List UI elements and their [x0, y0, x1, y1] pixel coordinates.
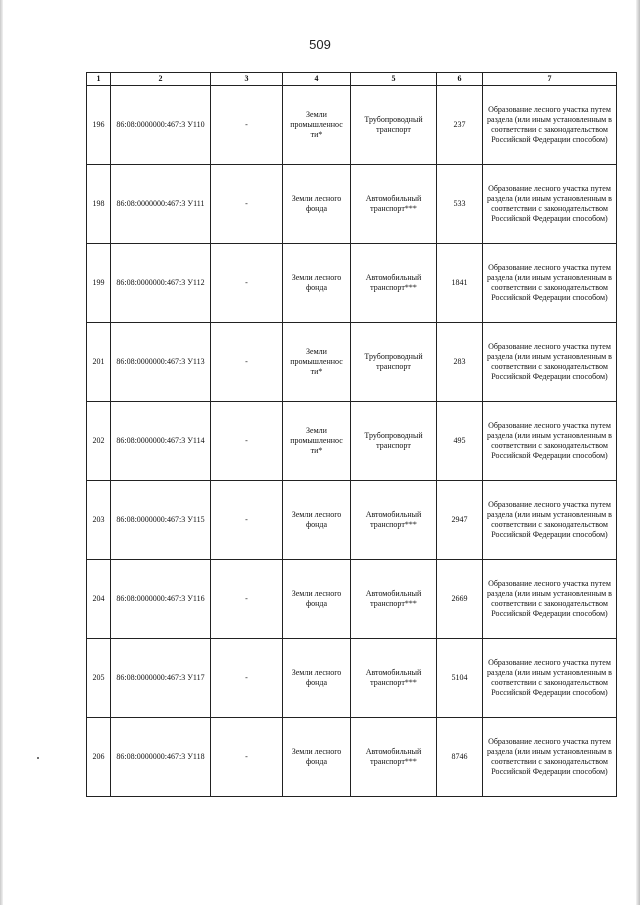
- cell-col3: -: [211, 718, 283, 797]
- cell-use-type: Автомобильный транспорт***: [351, 481, 437, 560]
- cell-land-category: Земли лесного фонда: [283, 481, 351, 560]
- cell-use-type: Трубопроводный транспорт: [351, 402, 437, 481]
- cell-area: 5104: [437, 639, 483, 718]
- cell-cadastral-id: 86:08:0000000:467:3 У116: [111, 560, 211, 639]
- cell-formation-method: Образование лесного участка путем раздела (или иным установленным в соответствии с законодательством Российской Федерации способом): [483, 402, 617, 481]
- table-row: [87, 639, 617, 718]
- cell-area: 2947: [437, 481, 483, 560]
- table-header-row: [87, 73, 617, 86]
- column-header: 2: [111, 73, 211, 86]
- cell-land-category: Земли лесного фонда: [283, 639, 351, 718]
- cell-area: 495: [437, 402, 483, 481]
- cell-formation-method: Образование лесного участка путем раздела (или иным установленным в соответствии с законодательством Российской Федерации способом): [483, 244, 617, 323]
- cell-land-category: Земли лесного фонда: [283, 560, 351, 639]
- cell-number: 198: [87, 165, 111, 244]
- table-row: [87, 323, 617, 402]
- cell-land-category: Земли лесного фонда: [283, 718, 351, 797]
- cell-use-type: Трубопроводный транспорт: [351, 86, 437, 165]
- column-header: 7: [483, 73, 617, 86]
- cell-use-type: Автомобильный транспорт***: [351, 165, 437, 244]
- cell-formation-method: Образование лесного участка путем раздела (или иным установленным в соответствии с законодательством Российской Федерации способом): [483, 323, 617, 402]
- column-header: 6: [437, 73, 483, 86]
- cell-area: 533: [437, 165, 483, 244]
- table-row: [87, 718, 617, 797]
- cell-cadastral-id: 86:08:0000000:467:3 У113: [111, 323, 211, 402]
- land-plot-table: [86, 72, 617, 797]
- column-header: 5: [351, 73, 437, 86]
- cell-number: 199: [87, 244, 111, 323]
- column-header: 1: [87, 73, 111, 86]
- cell-col3: -: [211, 560, 283, 639]
- column-header: 4: [283, 73, 351, 86]
- table-row: [87, 560, 617, 639]
- cell-col3: -: [211, 639, 283, 718]
- cell-area: 283: [437, 323, 483, 402]
- table-row: [87, 402, 617, 481]
- cell-formation-method: Образование лесного участка путем раздела (или иным установленным в соответствии с законодательством Российской Федерации способом): [483, 86, 617, 165]
- cell-area: 1841: [437, 244, 483, 323]
- cell-cadastral-id: 86:08:0000000:467:3 У112: [111, 244, 211, 323]
- cell-col3: -: [211, 481, 283, 560]
- cell-cadastral-id: 86:08:0000000:467:3 У114: [111, 402, 211, 481]
- cell-cadastral-id: 86:08:0000000:467:3 У111: [111, 165, 211, 244]
- cell-use-type: Трубопроводный транспорт: [351, 323, 437, 402]
- scan-edge-left: [0, 0, 3, 905]
- table-row: [87, 86, 617, 165]
- cell-land-category: Земли лесного фонда: [283, 165, 351, 244]
- cell-use-type: Автомобильный транспорт***: [351, 244, 437, 323]
- cell-formation-method: Образование лесного участка путем раздела (или иным установленным в соответствии с законодательством Российской Федерации способом): [483, 718, 617, 797]
- cell-cadastral-id: 86:08:0000000:467:3 У110: [111, 86, 211, 165]
- cell-use-type: Автомобильный транспорт***: [351, 718, 437, 797]
- page-number: 509: [309, 37, 331, 52]
- cell-use-type: Автомобильный транспорт***: [351, 639, 437, 718]
- cell-land-category: Земли лесного фонда: [283, 244, 351, 323]
- cell-number: 205: [87, 639, 111, 718]
- cell-number: 206: [87, 718, 111, 797]
- scan-speck: [37, 757, 39, 759]
- column-header: 3: [211, 73, 283, 86]
- cell-land-category: Земли промышленнос ти*: [283, 323, 351, 402]
- table-row: [87, 244, 617, 323]
- cell-area: 2669: [437, 560, 483, 639]
- cell-land-category: Земли промышленнос ти*: [283, 402, 351, 481]
- cell-cadastral-id: 86:08:0000000:467:3 У115: [111, 481, 211, 560]
- cell-number: 204: [87, 560, 111, 639]
- cell-formation-method: Образование лесного участка путем раздела (или иным установленным в соответствии с законодательством Российской Федерации способом): [483, 560, 617, 639]
- table-row: [87, 481, 617, 560]
- cell-area: 8746: [437, 718, 483, 797]
- cell-number: 202: [87, 402, 111, 481]
- cell-formation-method: Образование лесного участка путем раздела (или иным установленным в соответствии с законодательством Российской Федерации способом): [483, 639, 617, 718]
- cell-col3: -: [211, 165, 283, 244]
- cell-land-category: Земли промышленнос ти*: [283, 86, 351, 165]
- cell-cadastral-id: 86:08:0000000:467:3 У118: [111, 718, 211, 797]
- scan-edge-right: [636, 0, 640, 905]
- table-row: [87, 165, 617, 244]
- cell-number: 196: [87, 86, 111, 165]
- cell-area: 237: [437, 86, 483, 165]
- cell-col3: -: [211, 244, 283, 323]
- cell-col3: -: [211, 323, 283, 402]
- cell-formation-method: Образование лесного участка путем раздела (или иным установленным в соответствии с законодательством Российской Федерации способом): [483, 165, 617, 244]
- cell-use-type: Автомобильный транспорт***: [351, 560, 437, 639]
- cell-col3: -: [211, 86, 283, 165]
- cell-number: 203: [87, 481, 111, 560]
- cell-number: 201: [87, 323, 111, 402]
- cell-col3: -: [211, 402, 283, 481]
- cell-cadastral-id: 86:08:0000000:467:3 У117: [111, 639, 211, 718]
- cell-formation-method: Образование лесного участка путем раздела (или иным установленным в соответствии с законодательством Российской Федерации способом): [483, 481, 617, 560]
